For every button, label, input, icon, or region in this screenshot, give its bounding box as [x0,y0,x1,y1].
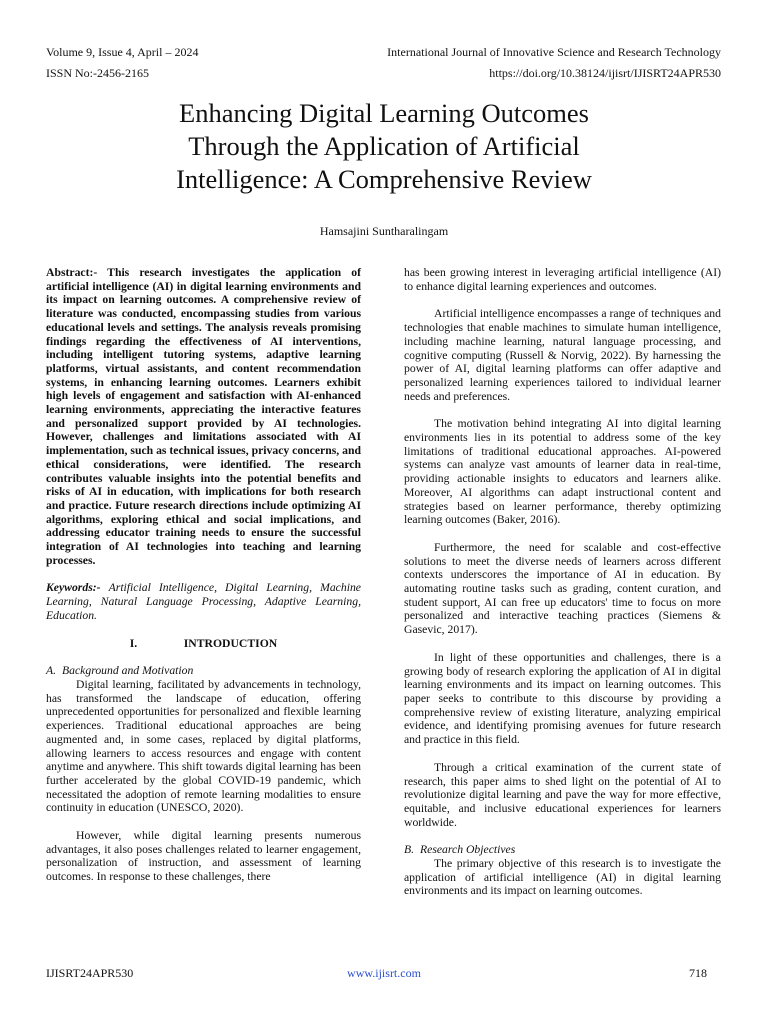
subsection-title: Background and Motivation [62,664,194,678]
paragraph: has been growing interest in leveraging artificial intelligence (AI) to enhance digital learning experiences and outcomes. [404,266,721,293]
subsection-heading-background [46,664,361,678]
section-heading-introduction [46,637,361,651]
subsection-letter: A. [46,664,57,678]
abstract: Abstract:- This research investigates the application of artificial intelligence (AI) in digital learning environments and its impact on learning outcomes. A comprehensive review of literature was conducted, encompassing studies from various educational levels and settings. The analysis reveals promising findings regarding the effectiveness of AI interventions, including intelligent tutoring systems, adaptive learning platforms, virtual assistants, and content recommendation systems, in enhancing learning outcomes. Learners exhibit high levels of engagement and satisfaction with AI-enhanced learning environments, appreciating the interactive features and personalized support provided by AI technologies. However, challenges and limitations associated with AI implementation, such as technical issues, privacy concerns, and ethical considerations, were identified. The research contributes valuable insights into the potential benefits and risks of AI in education, with implications for both research and practice. Future research directions include optimizing AI algorithms, exploring ethical and social implications, and addressing educator training needs to ensure the successful integration of AI technologies into teaching and learning processes. [46,266,361,567]
footer-paper-id: IJISRT24APR530 [46,966,134,980]
paragraph: However, while digital learning presents numerous advantages, it also poses challenges related to learner engagement, personalization of instruction, and assessment of learning outcomes. In response to these challenges, there [46,829,361,884]
issn: ISSN No:-2456-2165 [46,66,150,80]
subsection-heading-objectives [404,843,721,857]
paragraph: Through a critical examination of the current state of research, this paper aims to shed light on the potential of AI to revolutionize digital learning and pave the way for more effective, equitable, and inclusive educational experiences for learners worldwide. [404,760,721,829]
paper-title [60,97,708,196]
keywords-text: Artificial Intelligence, Digital Learning, Machine Learning, Natural Language Processing, Adaptive Learning, Education. [46,581,361,622]
paragraph: Artificial intelligence encompasses a range of techniques and technologies that enable machines to simulate human intelligence, including machine learning, natural language processing, and cognitive computing (Russell & Norvig, 2022). By harnessing the power of AI, digital learning platforms can offer adaptive and personalized learning experiences tailored to individual learner needs and preferences. [404,307,721,403]
volume-issue: Volume 9, Issue 4, April – 2024 [46,45,199,59]
paragraph: In light of these opportunities and challenges, there is a growing body of research exploring the application of AI in digital learning environments and its impact on learning outcomes. This paper seeks to contribute to this discourse by providing a comprehensive review of existing literature, analyzing empirical evidence, and identifying promising avenues for future research and practice in this field. [404,650,721,747]
paragraph: Digital learning, facilitated by advancements in technology, has transformed the landscape of education, offering unprecedented opportunities for personalized and flexible learning experiences. Traditional educational approaches are being augmented and, in some cases, replaced by digital platforms, allowing learners to access resources and engage with content anytime and anywhere. This shift towards digital learning has been further accelerated by the global COVID-19 pandemic, which necessitated the adoption of remote learning modalities to ensure continuity in education (UNESCO, 2020). [46,677,361,815]
author-name: Hamsajini Suntharalingam [319,224,449,238]
left-column [46,266,361,884]
keywords-label: Keywords:- [46,581,101,595]
footer-website-link[interactable]: www.ijisrt.com [347,966,421,980]
section-number: I. [129,636,138,650]
keywords [46,581,361,622]
subsection-title: Research Objectives [420,843,516,857]
doi-link[interactable]: https://doi.org/10.38124/ijisrt/IJISRT24APR530 [489,66,721,80]
journal-name: International Journal of Innovative Science and Research Technology [387,45,721,59]
paragraph: The primary objective of this research is to investigate the application of artificial intelligence (AI) in digital learning environments and its impact on learning outcomes. [404,857,721,898]
paragraph: Furthermore, the need for scalable and cost-effective solutions to meet the diverse needs of learners across different contexts underscores the importance of AI in education. By automating routine tasks such as grading, content curation, and student support, AI can free up educators' time to focus on more personalized and interactive teaching practices (Siemens & Gasevic, 2017). [404,540,721,637]
page-number: 718 [689,966,707,980]
paragraph: The motivation behind integrating AI into digital learning environments lies in its potential to address some of the key limitations of traditional educational approaches. AI-powered systems can analyze vast amounts of learner data in real-time, providing actionable insights to educators and learners alike. Moreover, AI algorithms can adapt instructional content and strategies based on learner performance, thereby optimizing learning outcomes (Baker, 2016). [404,417,721,527]
section-title: INTRODUCTION [183,636,278,650]
title-line-2: Through the Application of Artificial [188,131,580,161]
right-column [404,266,721,898]
title-line-1: Enhancing Digital Learning Outcomes [179,98,589,128]
subsection-letter: B. [404,843,415,857]
title-line-3: Intelligence: A Comprehensive Review [176,164,592,194]
